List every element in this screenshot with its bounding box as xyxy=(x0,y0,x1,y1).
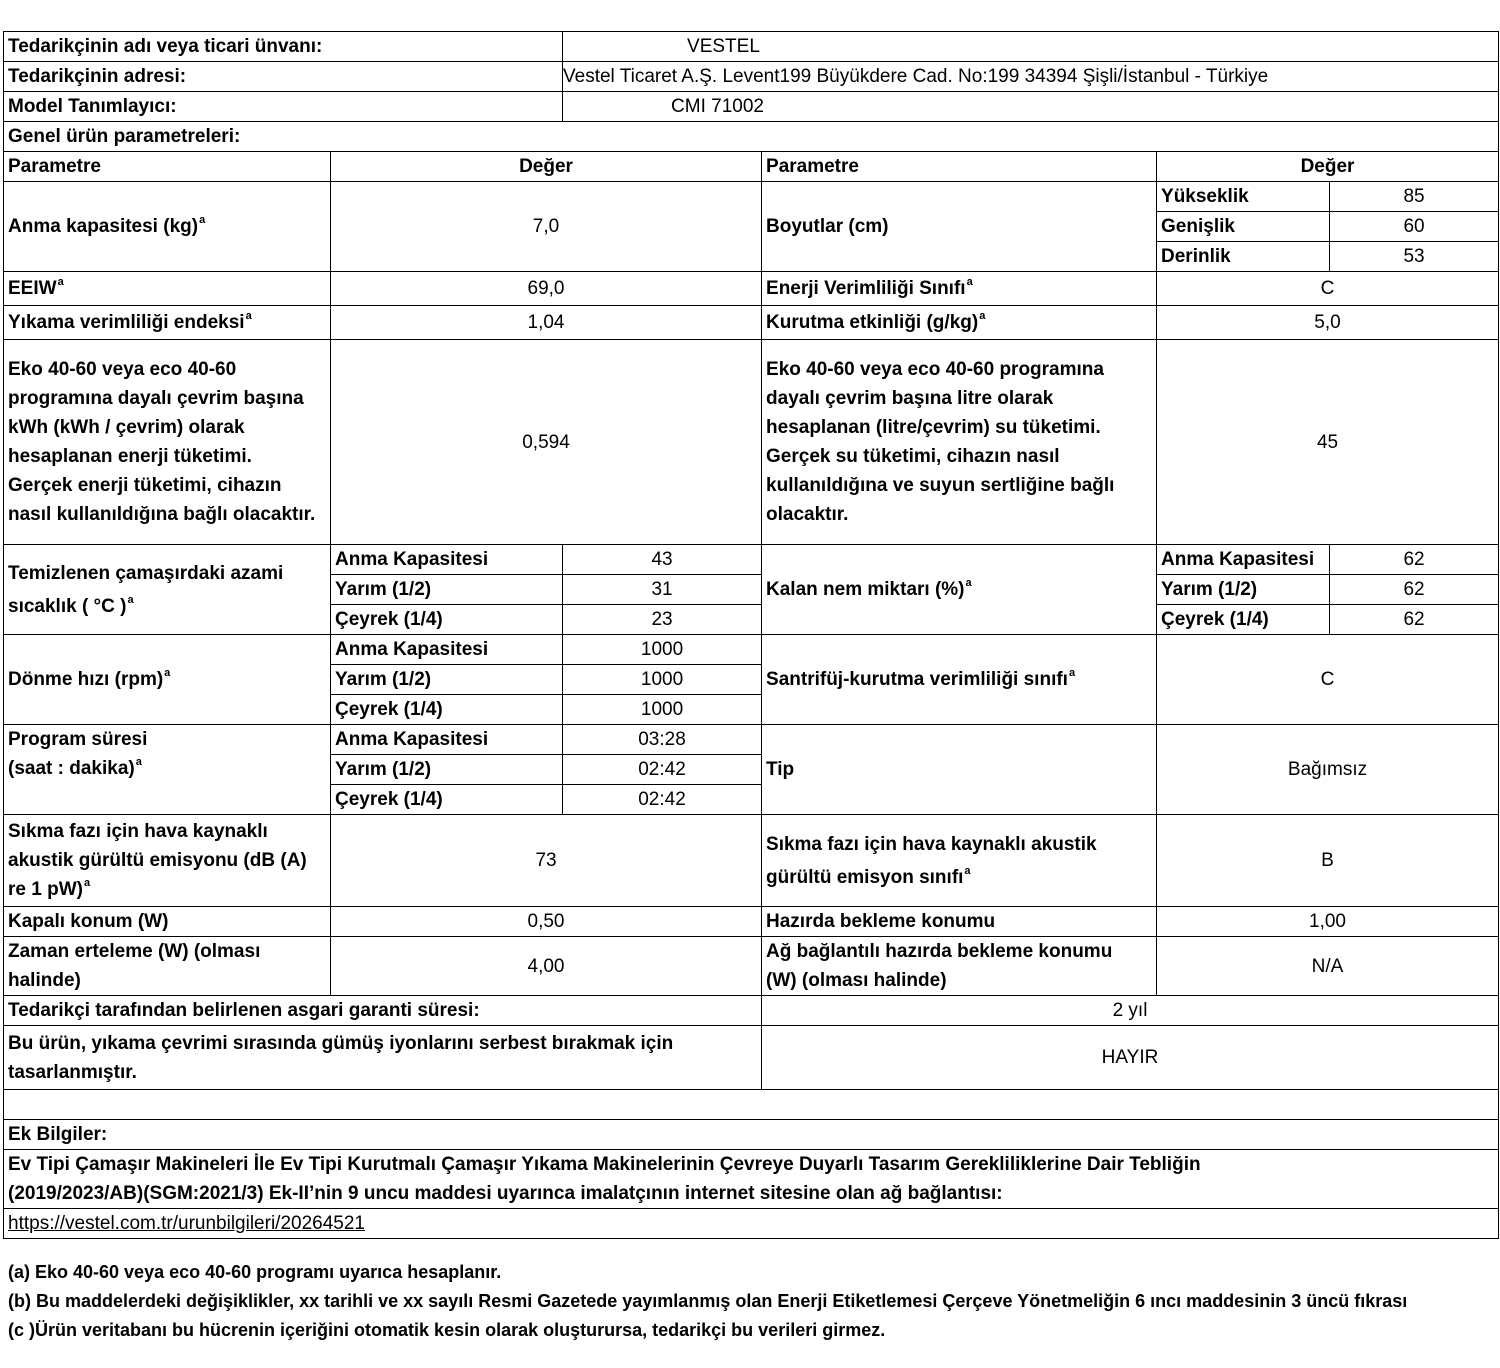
program-duration-label: Program süresi (saat : dakika)$^a$ xyxy=(4,725,331,815)
duration-rated-label: Anma Kapasitesi xyxy=(331,725,563,755)
dim-width-value: 60 xyxy=(1330,212,1499,242)
extra-info-row xyxy=(4,1120,1499,1150)
noise-class-value: B xyxy=(1157,815,1499,907)
standby-label: Hazırda bekleme konumu xyxy=(762,907,1157,937)
dim-height-label: Yükseklik xyxy=(1157,182,1330,212)
duration-half-value: 02:42 xyxy=(563,755,762,785)
warranty-row xyxy=(4,996,1499,1026)
extra-text-row xyxy=(4,1150,1499,1209)
duration-rated-value: 03:28 xyxy=(563,725,762,755)
product-info-link[interactable]: https://vestel.com.tr/urunbilgileri/20264521 xyxy=(8,1213,365,1234)
spin-half-value: 1000 xyxy=(563,665,762,695)
warranty-value: 2 yıl xyxy=(762,996,1499,1026)
network-standby-value: N/A xyxy=(1157,937,1499,996)
eeiw-label: EEIW$^a$ xyxy=(4,272,331,306)
off-mode-row xyxy=(4,907,1499,937)
delay-row xyxy=(4,937,1499,996)
network-standby-label: Ağ bağlantılı hazırda bekleme konumu (W) (olması halinde) xyxy=(762,937,1157,996)
supplier-name-row xyxy=(4,32,1499,62)
moisture-rated-label: Anma Kapasitesi xyxy=(1157,545,1330,575)
spin-quarter-label: Çeyrek (1/4) xyxy=(331,695,563,725)
rinse-efficiency-value: 5,0 xyxy=(1157,306,1499,340)
spin-half-label: Yarım (1/2) xyxy=(331,665,563,695)
extra-info-text: Ev Tipi Çamaşır Makineleri İle Ev Tipi Kurutmalı Çamaşır Yıkama Makinelerinin Çevreye Duyarlı Tasarım Gerekliliklerine Dair Tebliğin (2019/2023/AB)(SGM:2021/3) Ek-II’nin 9 uncu maddesi uyarınca imalatçının internet sitesine olan ağ bağlantısı: xyxy=(4,1150,1499,1209)
eeiw-value: 69,0 xyxy=(331,272,762,306)
wash-index-value: 1,04 xyxy=(331,306,762,340)
water-consumption-label: Eko 40-60 veya eco 40-60 programına dayalı çevrim başına litre olarak hesaplanan (litre/çevrim) su tüketimi. Gerçek su tüketimi, cihazın nasıl kullanıldığına ve suyun sertliğine bağlı olacaktır. xyxy=(762,340,1157,545)
wash-index-label: Yıkama verimliliği endeksi$^a$ xyxy=(4,306,331,340)
capacity-value: 7,0 xyxy=(331,182,762,272)
type-value: Bağımsız xyxy=(1157,725,1499,815)
noise-row xyxy=(4,815,1499,907)
temp-row-1 xyxy=(4,545,1499,575)
dim-depth-value: 53 xyxy=(1330,242,1499,272)
duration-quarter-label: Çeyrek (1/4) xyxy=(331,785,563,815)
standby-value: 1,00 xyxy=(1157,907,1499,937)
moisture-half-value: 62 xyxy=(1330,575,1499,605)
dim-height-value: 85 xyxy=(1330,182,1499,212)
footnote-c: (c )Ürün veritabanı bu hücrenin içeriğini otomatik kesin olarak oluşturursa, tedarikçi bu verileri girmez. xyxy=(8,1320,886,1340)
silver-ion-value: HAYIR xyxy=(762,1026,1499,1090)
moisture-quarter-value: 62 xyxy=(1330,605,1499,635)
product-info-sheet xyxy=(3,31,1499,1239)
spin-class-label: Santrifüj-kurutma verimliliği sınıfı$^a$ xyxy=(762,635,1157,725)
dimensions-label: Boyutlar (cm) xyxy=(762,182,1157,272)
link-cell xyxy=(4,1209,1499,1239)
noise-class-label: Sıkma fazı için hava kaynaklı akustik gürültü emisyon sınıfı$^a$ xyxy=(762,815,1157,907)
moisture-label: Kalan nem miktarı (%)$^a$ xyxy=(762,545,1157,635)
empty-cell xyxy=(4,1090,1499,1120)
temperature-label: Temizlenen çamaşırdaki azami sıcaklık ( °C )$^a$ xyxy=(4,545,331,635)
moisture-rated-value: 62 xyxy=(1330,545,1499,575)
energy-consumption-label: Eko 40-60 veya eco 40-60 programına dayalı çevrim başına kWh (kWh / çevrim) olarak hesaplanan enerji tüketimi. Gerçek enerji tüketimi, cihazın nasıl kullanıldığına bağlı olacaktır. xyxy=(4,340,331,545)
silver-ion-row xyxy=(4,1026,1499,1090)
duration-row-1 xyxy=(4,725,1499,755)
spin-speed-label: Dönme hızı (rpm)$^a$ xyxy=(4,635,331,725)
off-mode-label: Kapalı konum (W) xyxy=(4,907,331,937)
footnote-b: (b) Bu maddelerdeki değişiklikler, xx tarihli ve xx sayılı Resmi Gazetede yayımlanmış olan Enerji Etiketlemesi Çerçeve Yönetmeliğin 6 ıncı maddesinin 3 üncü fıkrası xyxy=(8,1291,1408,1311)
water-consumption-value: 45 xyxy=(1157,340,1499,545)
spin-row-1 xyxy=(4,635,1499,665)
header-param-left: Parametre xyxy=(4,152,331,182)
energy-consumption-value: 0,594 xyxy=(331,340,762,545)
header-value-left: Değer xyxy=(331,152,762,182)
consumption-row xyxy=(4,340,1499,545)
empty-row xyxy=(4,1090,1499,1120)
extra-info-label: Ek Bilgiler: xyxy=(4,1120,1499,1150)
footnote-a: (a) Eko 40-60 veya eco 40-60 programı uyarıca hesaplanır. xyxy=(8,1262,502,1282)
rinse-efficiency-label: Kurutma etkinliği $(g/kg)^a$ xyxy=(762,306,1157,340)
capacity-label: Anma kapasitesi (kg)$^a$ xyxy=(4,182,331,272)
duration-quarter-value: 02:42 xyxy=(563,785,762,815)
header-param-right: Parametre xyxy=(762,152,1157,182)
supplier-address-row xyxy=(4,62,1499,92)
moisture-half-label: Yarım (1/2) xyxy=(1157,575,1330,605)
capacity-row xyxy=(4,182,1499,212)
eeiw-row xyxy=(4,272,1499,306)
silver-ion-label: Bu ürün, yıkama çevrimi sırasında gümüş iyonlarını serbest bırakmak için tasarlanmıştır. xyxy=(4,1026,762,1090)
general-params-label: Genel ürün parametreleri: xyxy=(4,122,1499,152)
spin-rated-value: 1000 xyxy=(563,635,762,665)
temp-half-value: 31 xyxy=(563,575,762,605)
temp-rated-value: 43 xyxy=(563,545,762,575)
link-row xyxy=(4,1209,1499,1239)
temp-quarter-value: 23 xyxy=(563,605,762,635)
model-row xyxy=(4,92,1499,122)
type-label: Tip xyxy=(762,725,1157,815)
noise-emission-value: 73 xyxy=(331,815,762,907)
noise-emission-label: Sıkma fazı için hava kaynaklı akustik gürültü emisyonu (dB (A) re 1 pW)$^a$ xyxy=(4,815,331,907)
temp-rated-label: Anma Kapasitesi xyxy=(331,545,563,575)
spin-quarter-value: 1000 xyxy=(563,695,762,725)
spin-rated-label: Anma Kapasitesi xyxy=(331,635,563,665)
temp-half-label: Yarım (1/2) xyxy=(331,575,563,605)
header-row xyxy=(4,152,1499,182)
dim-width-label: Genişlik xyxy=(1157,212,1330,242)
supplier-name-value: VESTEL xyxy=(563,32,1499,62)
energy-class-value: C xyxy=(1157,272,1499,306)
supplier-address-label: Tedarikçinin adresi: xyxy=(4,62,563,92)
delay-start-value: 4,00 xyxy=(331,937,762,996)
supplier-name-label: Tedarikçinin adı veya ticari ünvanı: xyxy=(4,32,563,62)
delay-start-label: Zaman erteleme (W) (olması halinde) xyxy=(4,937,331,996)
model-label: Model Tanımlayıcı: xyxy=(4,92,563,122)
wash-index-row xyxy=(4,306,1499,340)
model-value: CMI 71002 xyxy=(563,92,1499,122)
spin-class-value: C xyxy=(1157,635,1499,725)
energy-class-label: Enerji Verimliliği Sınıfı$^a$ xyxy=(762,272,1157,306)
temp-quarter-label: Çeyrek (1/4) xyxy=(331,605,563,635)
header-value-right: Değer xyxy=(1157,152,1499,182)
warranty-label: Tedarikçi tarafından belirlenen asgari garanti süresi: xyxy=(4,996,762,1026)
supplier-address-value: Vestel Ticaret A.Ş. Levent199 Büyükdere Cad. No:199 34394 Şişli/İstanbul - Türkiye xyxy=(563,62,1499,92)
duration-half-label: Yarım (1/2) xyxy=(331,755,563,785)
dim-depth-label: Derinlik xyxy=(1157,242,1330,272)
off-mode-value: 0,50 xyxy=(331,907,762,937)
general-params-row xyxy=(4,122,1499,152)
moisture-quarter-label: Çeyrek (1/4) xyxy=(1157,605,1330,635)
footnotes xyxy=(8,1258,1407,1345)
